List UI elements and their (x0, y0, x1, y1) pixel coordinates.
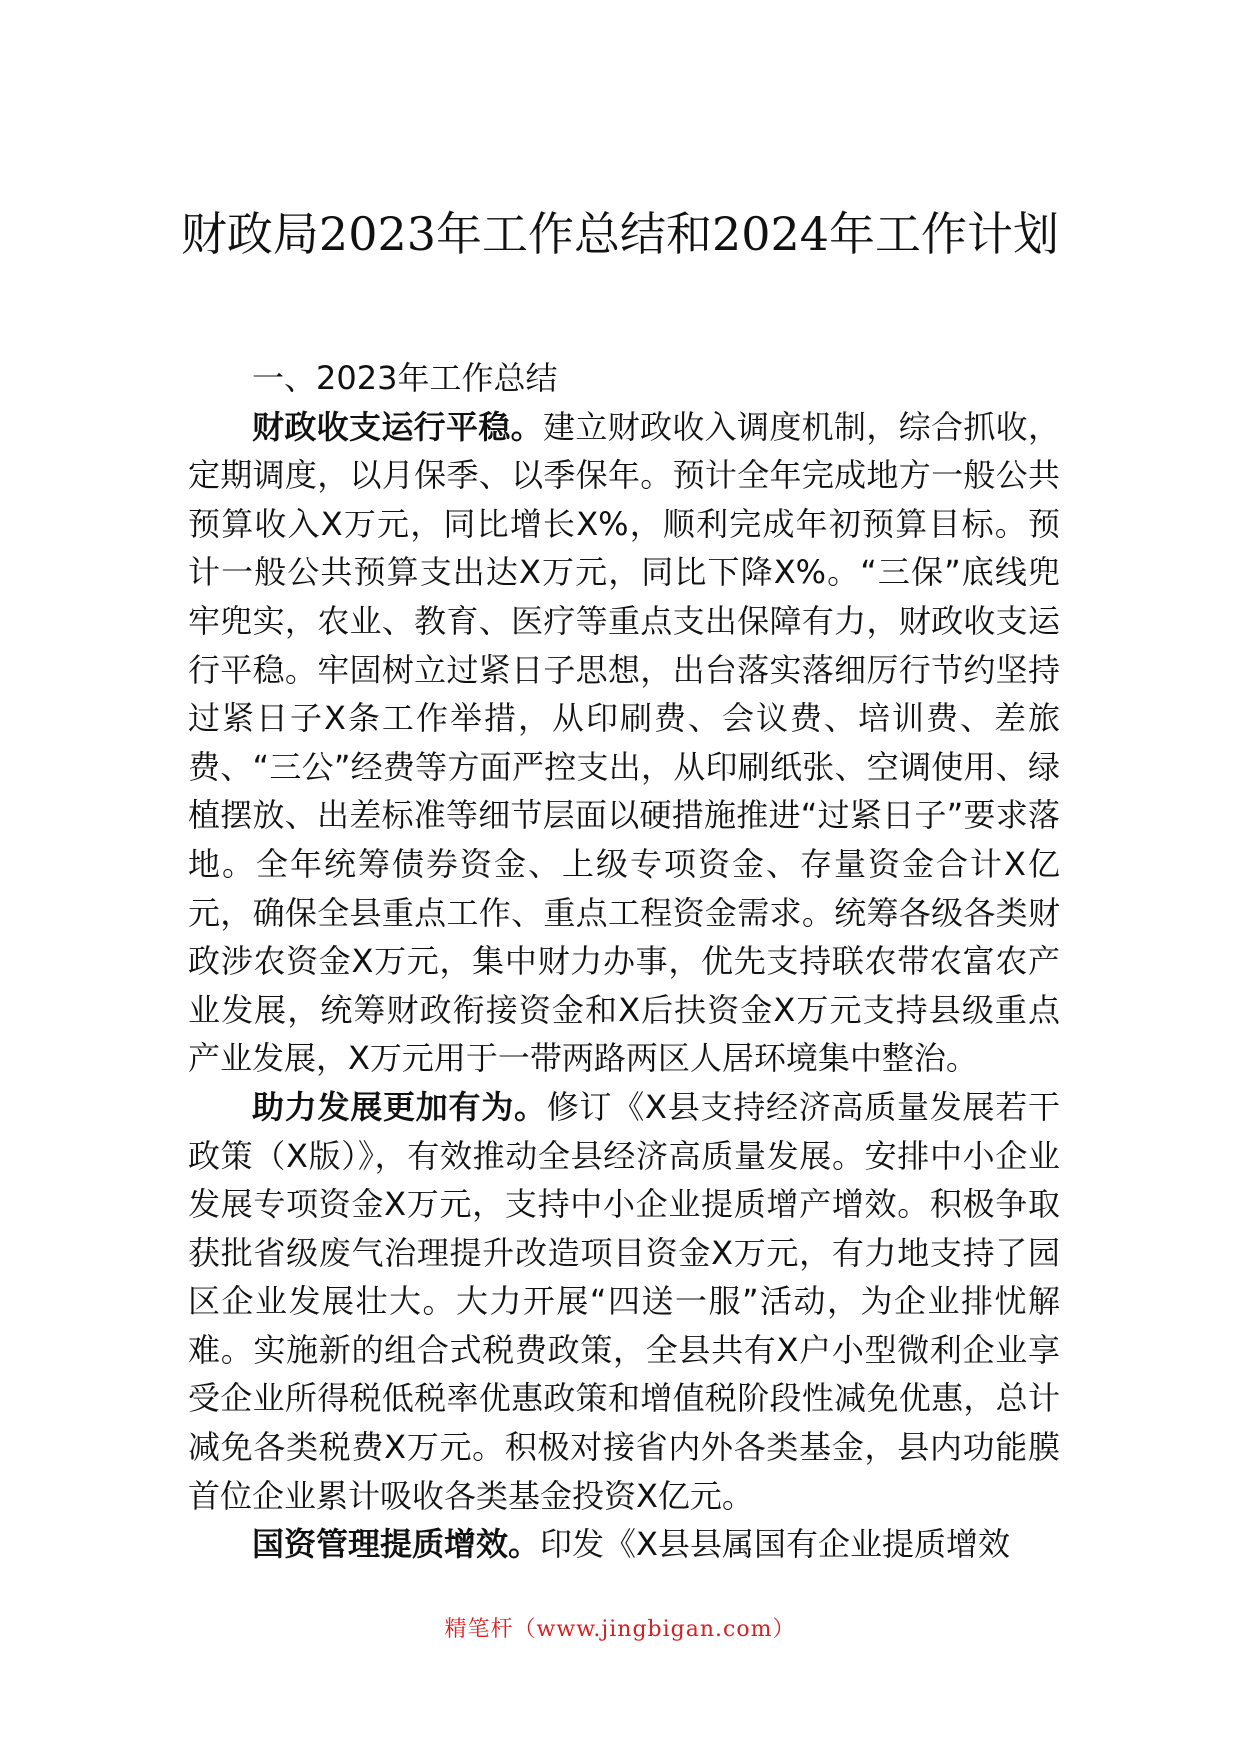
document-title: 财政局2023年工作总结和2024年工作计划 (180, 207, 1060, 261)
document-body (188, 354, 1060, 1569)
paragraph-lead: 助力发展更加有为。 (252, 1087, 547, 1126)
paragraph-lead: 国资管理提质增效。 (252, 1525, 541, 1564)
footer-watermark: 精笔杆（www.jingbigan.com） (444, 1617, 796, 1642)
paragraph-finance-operation (188, 403, 1060, 1083)
section-heading: 一、2023年工作总结 (252, 359, 558, 397)
paragraph-lead: 财政收支运行平稳。 (252, 407, 543, 446)
paragraph-development-support (188, 1083, 1060, 1520)
paragraph-text: 修订《X县支持经济高质量发展若干政策（X版）》，有效推动全县经济高质量发展。安排中小企业发展专项资金X万元，支持中小企业提质增产增效。积极争取获批省级废气治理提升改造项目资金X万元，有力地支持了园区企业发展壮大。大力开展“四送一服”活动，为企业排忧解难。实施新的组合式税费政策，全县共有X户小型微利企业享受企业所得税低税率优惠政策和增值税阶段性减免优惠，总计减免各类税费X万元。积极对接省内外各类基金，县内功能膜首位企业累计吸收各类基金投资X亿元。 (188, 1087, 1060, 1515)
paragraph-text: 印发《X县县属国有企业提质增效 (540, 1525, 1010, 1564)
paragraph-state-assets (188, 1520, 1060, 1569)
paragraph-text: 建立财政收入调度机制，综合抓收，定期调度，以月保季、以季保年。预计全年完成地方一般公共预算收入X万元，同比增长X%，顺利完成年初预算目标。预计一般公共预算支出达X万元，同比下降X%。“三保”底线兜牢兜实，农业、教育、医疗等重点支出保障有力，财政收支运行平稳。牢固树立过紧日子思想，出台落实落细厉行节约坚持过紧日子X条工作举措，从印刷费、会议费、培训费、差旅费、“三公”经费等方面严控支出，从印刷纸张、空调使用、绿植摆放、出差标准等细节层面以硬措施推进“过紧日子”要求落地。全年统筹债券资金、上级专项资金、存量资金合计X亿元，确保全县重点工作、重点工程资金需求。统筹各级各类财政涉农资金X万元，集中财力办事，优先支持联农带农富农产业发展，统筹财政衔接资金和X后扶资金X万元支持县级重点产业发展，X万元用于一带两路两区人居环境集中整治。 (188, 407, 1060, 1078)
